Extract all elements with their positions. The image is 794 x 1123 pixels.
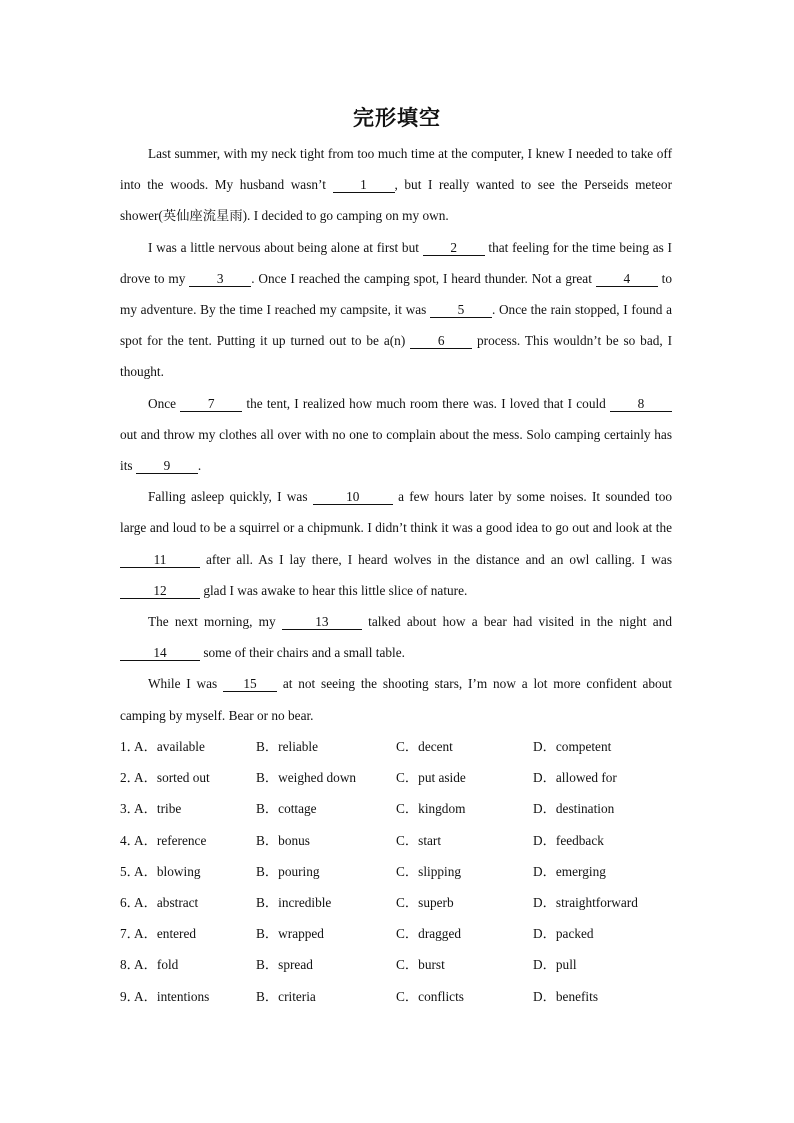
answer-options: [120, 731, 680, 1012]
paragraph-5: [120, 606, 672, 668]
blank-11: 11: [120, 552, 200, 568]
blank-9: 9: [136, 458, 198, 474]
option-row-6: [120, 887, 680, 918]
option-c: C．superb: [396, 894, 454, 910]
option-row-3: [120, 793, 680, 824]
passage-text: to my adventure. By the time I reached my campsite, it was: [120, 270, 672, 318]
passage-text: glad I was awake to hear this little slice of nature.: [200, 582, 468, 598]
passage-text: process. This wouldn’t be so bad, I thought.: [120, 333, 673, 380]
option-d: D．emerging: [533, 863, 606, 879]
passage-text: some of their chairs and a small table.: [200, 645, 405, 661]
passage-text: . Once the rain stopped, I found a spot for the tent. Putting it up turned out to be a(n): [120, 302, 673, 349]
option-b: B．pouring: [256, 863, 320, 879]
option-d: D．destination: [533, 801, 615, 817]
blank-6: 6: [410, 333, 472, 349]
option-row-7: [120, 918, 680, 949]
blank-15: 15: [223, 676, 277, 692]
passage-text: the tent, I realized how much room there was. I loved that I could: [242, 395, 610, 411]
passage-text: Once: [148, 395, 181, 411]
passage-text: that feeling for the time being as I drove to my: [120, 239, 672, 286]
option-c: C．slipping: [396, 863, 462, 879]
passage-text: .: [197, 458, 202, 474]
question-number: 1．: [120, 739, 140, 754]
passage-text: While I was: [148, 676, 224, 692]
passage-text: . Once I reached the camping spot, I heard thunder. Not a great: [251, 270, 596, 286]
question-number: 9．: [120, 988, 140, 1004]
blank-3: 3: [189, 271, 251, 287]
option-a: A．available: [134, 739, 205, 754]
blank-14: 14: [120, 645, 200, 661]
option-d: D．competent: [533, 739, 612, 754]
passage-text: out and throw my clothes all over with no one to complain about the mess. Solo camping certainly has its: [120, 426, 672, 474]
option-c: C．kingdom: [396, 801, 466, 817]
page-title: 完形填空: [353, 105, 441, 130]
blank-2: 2: [423, 240, 485, 256]
option-a: A．abstract: [134, 894, 199, 910]
question-number: 4．: [120, 832, 140, 848]
passage-text: Last summer, with my neck tight from too much time at the computer, I knew I needed to take off into the woods. My husband wasn’t: [120, 146, 672, 193]
blank-12: 12: [120, 583, 200, 599]
paragraph-2: [120, 232, 672, 388]
option-a: A．intentions: [134, 988, 210, 1004]
passage-text: talked about how a bear had visited in the night and: [361, 614, 672, 630]
option-b: B．cottage: [256, 801, 317, 817]
option-row-2: [120, 762, 680, 793]
paragraph-1: [120, 138, 672, 232]
option-b: B．criteria: [256, 988, 316, 1004]
question-number: 8．: [120, 957, 140, 973]
option-a: A．tribe: [134, 801, 182, 817]
option-a: A．blowing: [134, 863, 201, 879]
option-a: A．reference: [134, 832, 207, 848]
passage-text: Falling asleep quickly, I was: [148, 489, 313, 505]
option-row-9: [120, 981, 680, 1012]
option-c: C．dragged: [396, 926, 461, 942]
passage-text: I was a little nervous about being alone at first but: [148, 239, 423, 255]
blank-10: 10: [313, 489, 393, 505]
option-b: B．spread: [256, 957, 313, 973]
blank-5: 5: [430, 302, 492, 318]
question-number: 2．: [120, 770, 140, 786]
option-d: D．pull: [533, 957, 577, 973]
option-row-5: [120, 856, 680, 887]
option-row-8: [120, 949, 680, 980]
option-row-1: [120, 731, 680, 762]
option-b: B．wrapped: [256, 926, 324, 942]
blank-8: 8: [610, 396, 672, 412]
question-number: 3．: [120, 801, 140, 817]
blank-1: 1: [333, 177, 395, 193]
option-row-4: [120, 825, 680, 856]
cloze-passage: [120, 138, 672, 731]
passage-text: at not seeing the shooting stars, I’m now a lot more confident about camping by myself. Bear or no bear.: [120, 676, 672, 723]
option-c: C．decent: [396, 739, 453, 754]
blank-13: 13: [282, 614, 362, 630]
option-d: D．packed: [533, 926, 594, 942]
option-b: B．bonus: [256, 832, 310, 848]
option-b: B．weighed down: [256, 770, 357, 786]
option-c: C．put aside: [396, 770, 466, 786]
passage-text: , but I really wanted to see the Perseids meteor shower(英仙座流星雨). I decided to go camping on my own.: [120, 177, 672, 224]
passage-text: after all. As I lay there, I heard wolves in the distance and an owl calling. I was: [200, 551, 672, 567]
option-d: D．feedback: [533, 832, 604, 848]
option-b: B．reliable: [256, 739, 319, 754]
blank-7: 7: [180, 396, 242, 412]
option-d: D．straightforward: [533, 894, 638, 910]
question-number: 5．: [120, 863, 140, 879]
blank-4: 4: [596, 271, 658, 287]
option-a: A．sorted out: [134, 770, 210, 786]
question-number: 6．: [120, 894, 140, 910]
paragraph-4: [120, 481, 672, 606]
option-b: B．incredible: [256, 894, 332, 910]
option-a: A．entered: [134, 926, 197, 942]
paragraph-6: [120, 668, 672, 730]
option-d: D．benefits: [533, 988, 598, 1004]
question-number: 7．: [120, 926, 140, 942]
option-c: C．burst: [396, 957, 445, 973]
paragraph-3: [120, 388, 672, 482]
option-c: C．conflicts: [396, 988, 464, 1004]
option-a: A．fold: [134, 957, 179, 973]
passage-text: a few hours later by some noises. It sounded too large and loud to be a squirrel or a chipmunk. I didn’t think it was a good idea to go out and look at the: [120, 489, 672, 536]
option-d: D．allowed for: [533, 770, 617, 786]
passage-text: The next morning, my: [148, 614, 282, 630]
option-c: C．start: [396, 832, 442, 848]
